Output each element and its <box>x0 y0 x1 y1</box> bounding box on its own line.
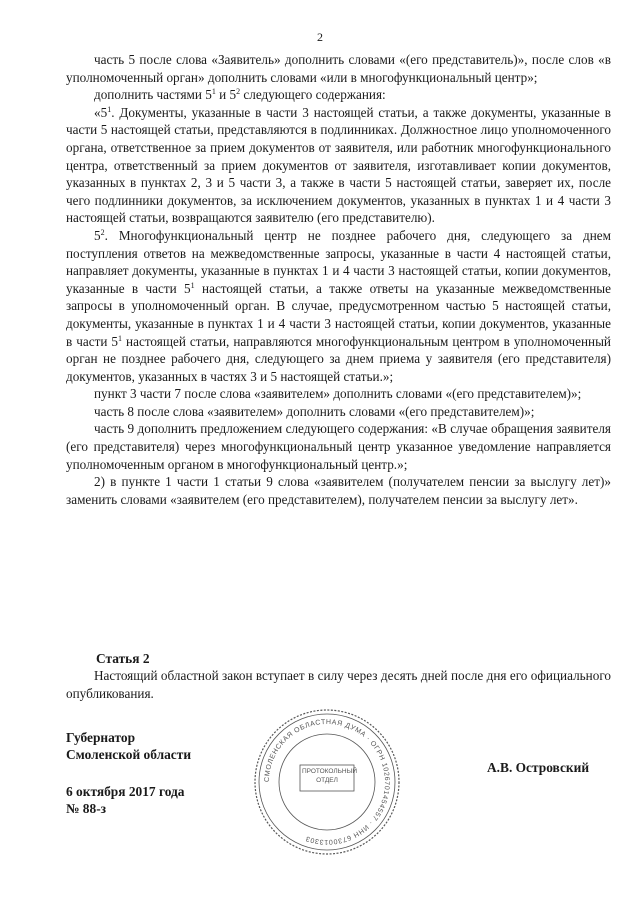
stamp-outer-text: СМОЛЕНСКАЯ ОБЛАСТНАЯ ДУМА · ОГРН 1026701454557 · ИНН 6730013303 <box>263 718 391 846</box>
law-date-block <box>66 783 185 817</box>
signatory-name: А.В. Островский <box>487 760 590 775</box>
stamp-inner-text: ПРОТОКОЛЬНЫЙ ОТДЕЛ <box>302 768 358 784</box>
paragraph-part8: часть 8 после слова «заявителем» дополнить словами «(его представителем)»; <box>94 403 535 419</box>
page-number: 2 <box>317 30 323 44</box>
law-number: № 88-з <box>66 801 107 816</box>
paragraph-add-parts: дополнить частями $5^1$ и $5^2$ следующего содержания: <box>94 87 386 103</box>
official-stamp <box>252 707 402 857</box>
paragraph-part9: часть 9 дополнить предложением следующего содержания: «В случае обращения заявителя (его представителя) через многофункциональный центр указанное уведомление направляется уполномоченным органом в многофункциональный центр.»; <box>66 421 611 472</box>
position-line-2: Смоленской области <box>66 747 192 762</box>
paragraph-article9: 2) в пункте 1 части 1 статьи 9 слова «заявителем (получателем пенсии за выслугу лет)» заменить словами «заявителем (его представителем), получателем пенсии за выслугу лет». <box>66 474 611 507</box>
document-body <box>66 51 611 508</box>
paragraph-part7: пункт 3 части 7 после слова «заявителем» дополнить словами «(его представителем)»; <box>94 386 582 402</box>
position-line-1: Губернатор <box>66 730 136 745</box>
paragraph-part5-2: $5^2$. Многофункциональный центр не позднее рабочего дня, следующего за днем поступления ответов на межведомственные запросы, указанные в части 4 настоящей статьи, направляет документы, указанные в пунктах 1 и 4 части 3 настоящей статьи, копии документов, указанные в части $5^1$ настоящей статьи, а также ответы на указанные межведомственные запросы в уполномоченный орган. В случае, предусмотренном частью 5 настоящей статьи, документы, указанные в пунктах 1 и 4 части 3 настоящей статьи, копии документов, указанные в части $5^1$ настоящей статьи, направляются многофункциональным центром в уполномоченный орган не позднее рабочего дня, следующего за днем приема у заявителя (его представителя) документов, указанных в частях 3 и 5 настоящей статьи.»; <box>66 227 611 384</box>
law-date: 6 октября 2017 года <box>66 784 185 799</box>
signatory-position <box>66 729 191 763</box>
article-2-title: Статья 2 <box>96 651 150 666</box>
article-2-text: Настоящий областной закон вступает в силу через десять дней после дня его официального опубликования. <box>66 668 611 701</box>
paragraph-part5-1: «$5^1$. Документы, указанные в части 3 настоящей статьи, а также документы, указанные в части 5 настоящей статьи, представляются в подлинниках. Должностное лицо уполномоченного органа, ответственное за прием документов от заявителя, или работник многофункционального центра, ответственный за прием документов от заявителя, изготавливает копии документов, указанных в пунктах 2, 3 и 5 части 3, а также в части 5 настоящей статьи, заверяет их, после чего подлинники документов, за исключением документов, указанных в пунктах 1 и 4 части 3 настоящей статьи, возвращаются заявителю (его представителю). <box>66 104 611 226</box>
paragraph-part5: часть 5 после слова «Заявитель» дополнить словами «(его представитель)», после слов «в уполномоченный орган» дополнить словами «или в многофункциональный центр»; <box>66 52 611 85</box>
